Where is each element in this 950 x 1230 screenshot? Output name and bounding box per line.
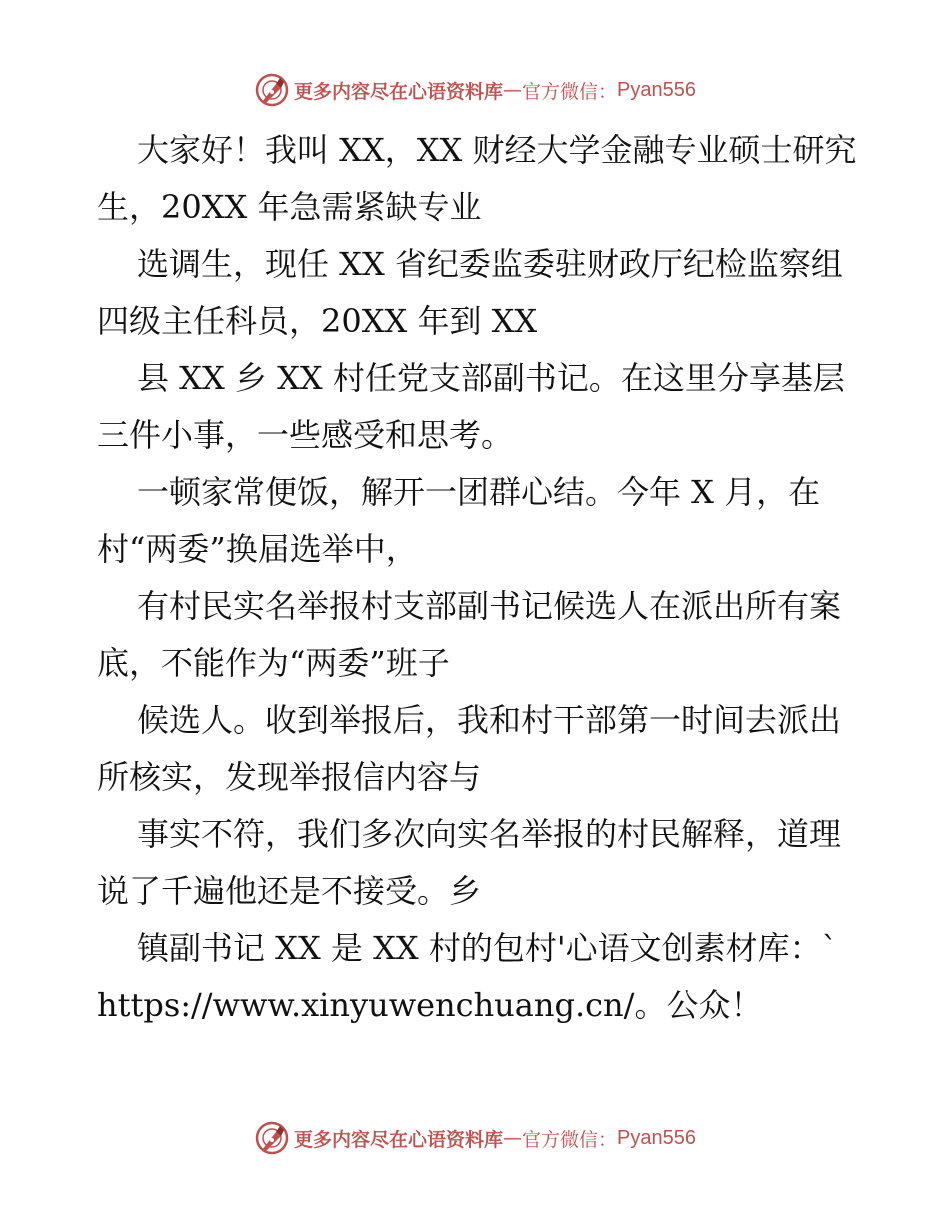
paragraph-8: 镇副书记 XX 是 XX 村的包村'心语文创素材库：`https://www.xinyuwenchuang.cn/。公众！	[97, 929, 838, 1024]
footer-brand-text: 更多内容尽在心语资料库	[294, 1128, 504, 1151]
header-wechat-id: Pyan556	[617, 78, 696, 101]
paragraph-6: 候选人。收到举报后，我和村干部第一时间去派出所核实，发现举报信内容与	[97, 701, 842, 796]
paragraph-3: 县 XX 乡 XX 村任党支部副书记。在这里分享基层三件小事，一些感受和思考。	[97, 359, 845, 454]
footer-dash: —	[503, 1127, 523, 1149]
footer-official-label: 官方微信：	[522, 1128, 618, 1151]
paragraph-2: 选调生，现任 XX 省纪委监委驻财政厅纪检监察组四级主任科员，20XX 年到 XX	[97, 245, 843, 340]
pen-nib-logo-icon	[254, 72, 290, 108]
header-brand-text: 更多内容尽在心语资料库	[294, 80, 504, 103]
paragraph-7: 事实不符，我们多次向实名举报的村民解释，道理说了千遍他还是不接受。乡	[97, 815, 842, 910]
paragraph-4: 一顿家常便饭，解开一团群心结。今年 X 月，在村“两委”换届选举中，	[97, 473, 821, 568]
header-banner	[0, 70, 950, 110]
header-official-label: 官方微信：	[522, 80, 618, 103]
header-dash: —	[503, 79, 523, 101]
pen-nib-logo-icon	[254, 1120, 290, 1156]
document-body	[97, 122, 857, 1034]
paragraph-5: 有村民实名举报村支部副书记候选人在派出所有案底，不能作为“两委”班子	[97, 587, 842, 682]
paragraph-1: 大家好！我叫 XX，XX 财经大学金融专业硕士研究生，20XX 年急需紧缺专业	[97, 131, 857, 226]
footer-wechat-id: Pyan556	[617, 1126, 696, 1149]
footer-banner	[0, 1118, 950, 1158]
